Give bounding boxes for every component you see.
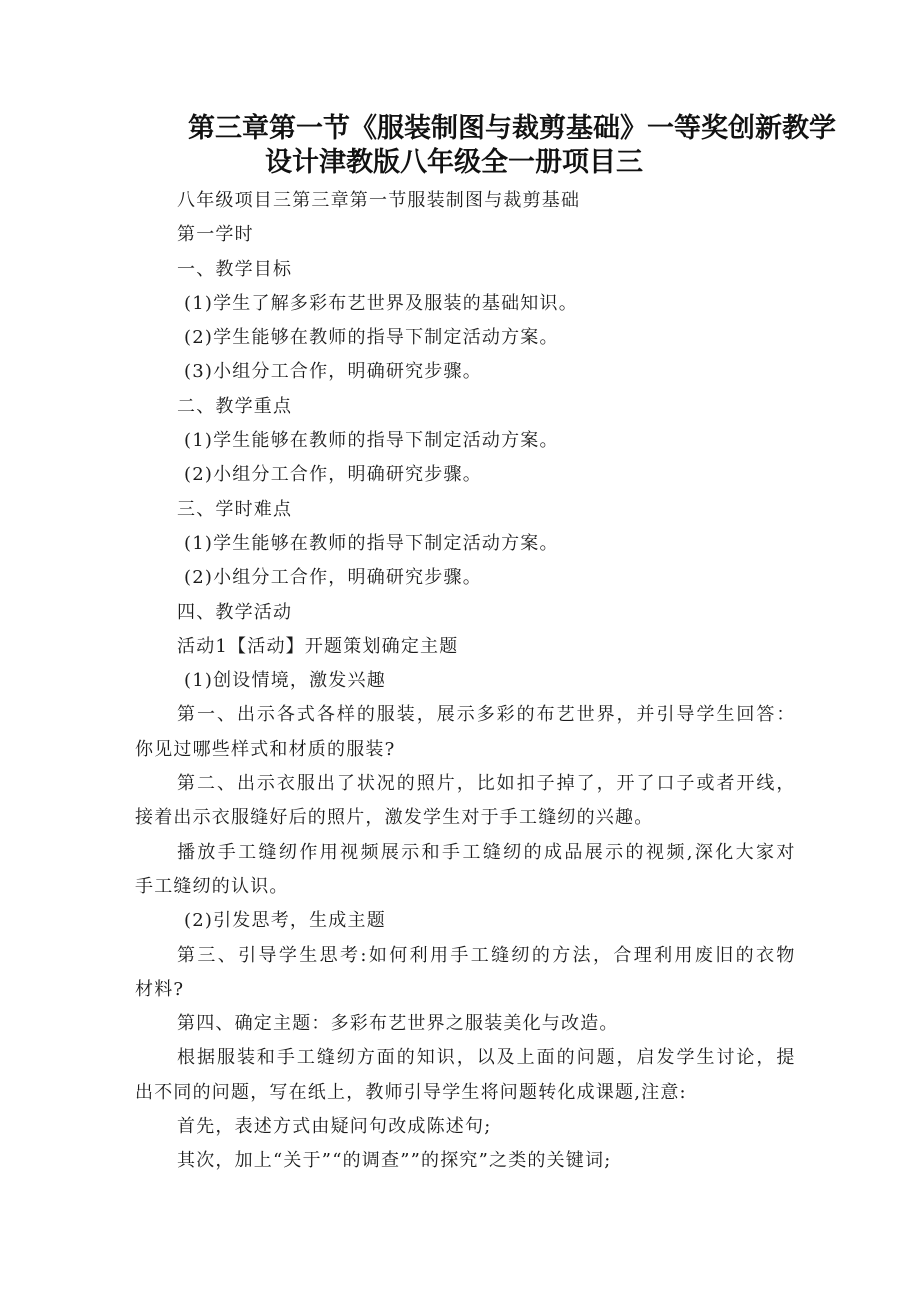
paragraph-line: 第一、出示各式各样的服装，展示多彩的布艺世界，并引导学生回答：	[177, 704, 795, 726]
paragraph-line: 第四、确定主题：多彩布艺世界之服装美化与改造。	[177, 1013, 619, 1035]
paragraph-line: 材料?	[135, 978, 185, 1000]
paragraph-line: 首先，表述方式由疑问句改成陈述句;	[177, 1116, 492, 1138]
section-heading: 四、教学活动	[177, 601, 293, 623]
paragraph-line: 播放手工缝纫作用视频展示和手工缝纫的成品展示的视频,深化大家对	[177, 841, 795, 863]
paragraph-line: 第三、引导学生思考:如何利用手工缝纫的方法，合理利用废旧的衣物	[177, 944, 795, 966]
paragraph-line: 手工缝纫的认识。	[135, 875, 289, 897]
list-item: (2)小组分工合作，明确研究步骤。	[184, 567, 482, 589]
section-heading: 三、学时难点	[177, 498, 293, 520]
paragraph-line: 其次，加上“关于”“的调查””的探究”之类的关键词;	[177, 1150, 612, 1172]
list-item: (1)学生了解多彩布艺世界及服装的基础知识。	[184, 292, 578, 314]
paragraph-line: 第一学时	[177, 224, 254, 246]
list-item: (2)学生能够在教师的指导下制定活动方案。	[184, 327, 559, 349]
list-item: (1)学生能够在教师的指导下制定活动方案。	[184, 532, 559, 554]
paragraph-line: 出不同的问题，写在纸上，教师引导学生将问题转化成课题,注意:	[135, 1081, 687, 1103]
section-heading: 一、教学目标	[177, 258, 293, 280]
paragraph-line: 你见过哪些样式和材质的服装?	[135, 738, 396, 760]
paragraph-line: 八年级项目三第三章第一节服装制图与裁剪基础	[177, 190, 581, 211]
list-item: (3)小组分工合作，明确研究步骤。	[184, 361, 482, 383]
paragraph-line: 第二、出示衣服出了状况的照片，比如扣子掉了，开了口子或者开线，	[177, 773, 795, 795]
list-item: (2)引发思考，生成主题	[184, 910, 386, 932]
document-body	[135, 184, 795, 1179]
list-item: (1)学生能够在教师的指导下制定活动方案。	[184, 430, 559, 452]
document-title-line-2: 设计津教版八年级全一册项目三	[265, 147, 643, 178]
paragraph-line: 接着出示衣服缝好后的照片，激发学生对于手工缝纫的兴趣。	[135, 807, 654, 829]
list-item: (2)小组分工合作，明确研究步骤。	[184, 464, 482, 486]
list-item: (1)创设情境，激发兴趣	[184, 670, 386, 692]
activity-heading: 活动1【活动】开题策划确定主题	[177, 635, 459, 657]
paragraph-line: 根据服装和手工缝纫方面的知识，以及上面的问题，启发学生讨论，提	[177, 1047, 795, 1069]
section-heading: 二、教学重点	[177, 395, 293, 417]
document-title-line-1: 第三章第一节《服装制图与裁剪基础》一等奖创新教学	[188, 113, 836, 144]
